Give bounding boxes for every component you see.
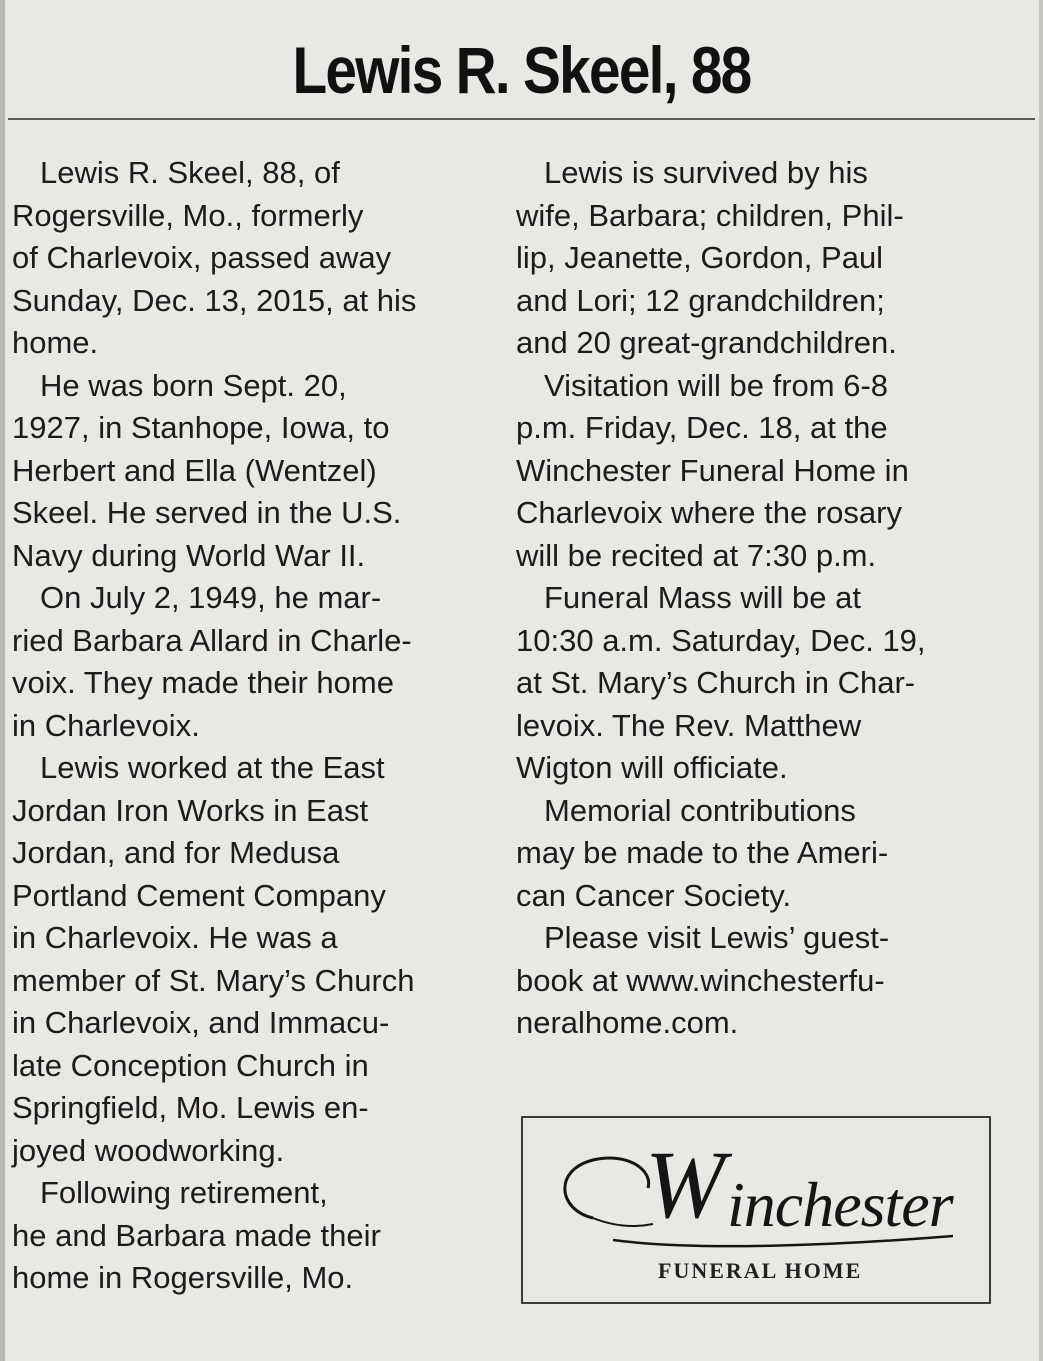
text-line: of Charlevoix, passed away [12, 240, 392, 275]
obituary-right-column [516, 152, 986, 1045]
text-line: Following retirement, [40, 1175, 328, 1210]
text-line: and Lori; 12 grandchildren; [516, 282, 885, 318]
text-line: can Cancer Society. [516, 877, 792, 913]
text-line: Rogersville, Mo., formerly [12, 197, 364, 233]
text-line: may be made to the Ameri- [516, 835, 889, 870]
text-line: Herbert and Ella (Wentzel) [12, 452, 377, 488]
page-edge-left [0, 0, 5, 1361]
text-line: He was born Sept. 20, [40, 367, 347, 403]
obituary-headline: Lewis R. Skeel, 88 [292, 33, 751, 107]
text-line: in Charlevoix. [12, 707, 200, 743]
text-line: Navy during World War II. [12, 537, 366, 573]
text-line: Lewis worked at the East [40, 750, 385, 785]
text-line: 1927, in Stanhope, Iowa, to [12, 410, 390, 445]
text-line: Skeel. He served in the U.S. [12, 495, 402, 530]
text-line: in Charlevoix. He was a [12, 920, 338, 955]
brand-rest: inchester [727, 1169, 953, 1240]
text-line: On July 2, 1949, he mar- [40, 580, 382, 615]
text-line: in Charlevoix, and Immacu- [12, 1005, 390, 1040]
text-line: 10:30 a.m. Saturday, Dec. 19, [516, 622, 926, 658]
text-line: p.m. Friday, Dec. 18, at the [516, 410, 888, 445]
text-line: Sunday, Dec. 13, 2015, at his [12, 282, 417, 318]
funeral-home-ad [521, 1116, 991, 1304]
text-line: Portland Cement Company [12, 877, 386, 913]
text-line: Winchester Funeral Home in [516, 452, 909, 488]
text-line: voix. They made their home [12, 665, 394, 700]
text-line: wife, Barbara; children, Phil- [516, 197, 904, 233]
text-line: Springfield, Mo. Lewis en- [12, 1090, 369, 1125]
text-line: late Conception Church in [12, 1047, 369, 1083]
text-line: Lewis R. Skeel, 88, of [40, 155, 340, 190]
text-line: at St. Mary’s Church in Char- [516, 665, 916, 700]
text-line: will be recited at 7:30 p.m. [516, 537, 877, 573]
text-line: neralhome.com. [516, 1005, 739, 1040]
text-line: Charlevoix where the rosary [516, 495, 902, 530]
text-line: member of St. Mary’s Church [12, 962, 415, 998]
text-line: home. [12, 325, 99, 360]
text-line: Wigton will officiate. [516, 750, 788, 785]
text-line: he and Barbara made their [12, 1217, 381, 1253]
winchester-logo [553, 1131, 973, 1283]
text-line: and 20 great-grandchildren. [516, 325, 897, 360]
headline-rule [8, 118, 1035, 120]
text-line: Jordan, and for Medusa [12, 835, 340, 870]
page-edge-right [1039, 0, 1043, 1361]
text-line: ried Barbara Allard in Charle- [12, 622, 412, 658]
text-line: Please visit Lewis’ guest- [544, 920, 890, 955]
brand-initial: W [645, 1131, 724, 1238]
obituary-left-column [12, 152, 482, 1300]
text-line: lip, Jeanette, Gordon, Paul [516, 240, 884, 275]
text-line: book at www.winchesterfu- [516, 962, 885, 998]
text-line: Lewis is survived by his [544, 155, 868, 190]
text-line: Visitation will be from 6-8 [544, 367, 889, 403]
text-line: levoix. The Rev. Matthew [516, 707, 862, 743]
text-line: Memorial contributions [544, 792, 856, 828]
brand-subtitle: FUNERAL HOME [658, 1258, 863, 1283]
text-line: Funeral Mass will be at [544, 580, 862, 615]
text-line: Jordan Iron Works in East [12, 792, 369, 828]
text-line: joyed woodworking. [12, 1132, 285, 1168]
text-line: home in Rogersville, Mo. [12, 1260, 354, 1295]
